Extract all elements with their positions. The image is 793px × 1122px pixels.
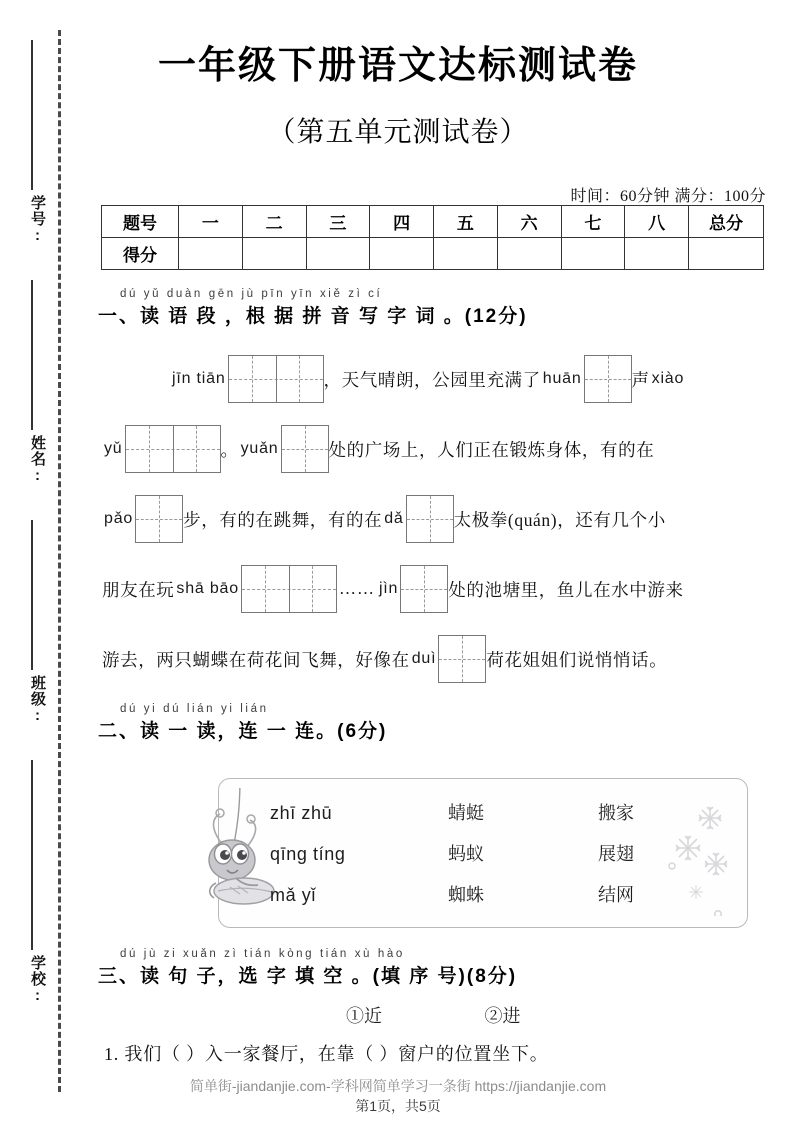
col-header-2: 二 bbox=[242, 206, 306, 238]
col-header-8: 八 bbox=[625, 206, 689, 238]
writing-grid-box[interactable] bbox=[135, 495, 183, 543]
match-action-2[interactable]: 展翅 bbox=[598, 844, 634, 864]
section-1-pinyin: dú yǔ duàn gēn jù pīn yīn xiě zì cí bbox=[120, 288, 383, 300]
footer-page-number: 第1页，共5页 bbox=[355, 1098, 441, 1114]
table-row-scores bbox=[102, 238, 764, 270]
section-2-pinyin: dú yi dú lián yi lián bbox=[120, 703, 269, 715]
exam-sheet bbox=[78, 0, 793, 1122]
passage-text-1a: ，天气晴朗，公园里充满了 bbox=[323, 369, 541, 390]
margin-label-school: 学校: bbox=[29, 955, 46, 1005]
score-cell-5[interactable] bbox=[434, 238, 498, 270]
section-header-3 bbox=[98, 948, 517, 988]
col-header-6: 六 bbox=[497, 206, 561, 238]
margin-label-student-id: 学号: bbox=[29, 195, 46, 245]
exam-meta-info: 时间：60分钟 满分：100分 bbox=[570, 188, 766, 205]
writing-grid-box[interactable] bbox=[438, 635, 486, 683]
pinyin-yu: yǔ bbox=[104, 440, 123, 457]
col-header-4: 四 bbox=[370, 206, 434, 238]
passage-line-3 bbox=[102, 490, 666, 548]
section-3-title: 三、读 句 子，选 字 填 空 。(填 序 号)(8分) bbox=[98, 966, 518, 987]
writing-grid-box[interactable] bbox=[584, 355, 632, 403]
section-1-title: 一、读 语 段 ，根 据 拼 音 写 字 词 。(12分) bbox=[98, 306, 528, 327]
passage-text-5a: 游去，两只蝴蝶在荷花间飞舞，好像在 bbox=[102, 649, 410, 670]
passage-line-4 bbox=[102, 560, 684, 618]
passage-text-2b: 处的广场上，人们正在锻炼身体，有的在 bbox=[328, 439, 655, 460]
left-margin-seal-area bbox=[0, 0, 78, 1122]
pinyin-pao: pǎo bbox=[104, 510, 134, 527]
match-action-3[interactable]: 结网 bbox=[598, 885, 634, 905]
margin-rule-3 bbox=[31, 520, 33, 670]
pinyin-dui: duì bbox=[411, 650, 437, 667]
passage-line-1 bbox=[102, 350, 686, 408]
passage-text-4a: 朋友在玩 bbox=[102, 579, 175, 600]
score-cell-6[interactable] bbox=[497, 238, 561, 270]
passage-text-4b: 处的池塘里，鱼儿在水中游来 bbox=[448, 579, 684, 600]
score-cell-total[interactable] bbox=[689, 238, 764, 270]
passage-line-2 bbox=[102, 420, 654, 478]
match-pinyin-3[interactable]: mǎ yǐ bbox=[270, 885, 317, 905]
pinyin-xiao: xiào bbox=[651, 370, 685, 387]
margin-label-name: 姓名: bbox=[29, 435, 46, 485]
match-word-2[interactable]: 蚂蚁 bbox=[448, 844, 484, 864]
page-title: 一年级下册语文达标测试卷 bbox=[157, 45, 638, 87]
score-table bbox=[101, 205, 764, 270]
writing-grid-box[interactable] bbox=[406, 495, 454, 543]
writing-grid-box[interactable] bbox=[241, 565, 337, 613]
option-2[interactable]: ②进 bbox=[484, 1006, 521, 1026]
pinyin-jin-tian: jīn tiān bbox=[172, 370, 226, 387]
match-pinyin-1[interactable]: zhī zhū bbox=[270, 803, 333, 823]
matching-exercise bbox=[218, 778, 748, 928]
match-word-1[interactable]: 蜻蜓 bbox=[448, 803, 484, 823]
margin-rule-4 bbox=[31, 760, 33, 950]
score-cell-1[interactable] bbox=[179, 238, 243, 270]
passage-line-5 bbox=[102, 630, 667, 688]
score-cell-7[interactable] bbox=[561, 238, 625, 270]
margin-label-class: 班级: bbox=[29, 675, 46, 725]
row-label-question-number: 题号 bbox=[102, 206, 179, 238]
col-header-total: 总分 bbox=[689, 206, 764, 238]
col-header-7: 七 bbox=[561, 206, 625, 238]
match-pinyin-2[interactable]: qīng tíng bbox=[270, 844, 346, 864]
section-2-title: 二、读 一 读，连 一 连。(6分) bbox=[98, 721, 388, 742]
matching-columns bbox=[218, 800, 748, 908]
footer-watermark: 简单街-jiandanjie.com-学科网简单学习一条街 https://jiandanjie.com bbox=[189, 1078, 607, 1094]
col-header-5: 五 bbox=[434, 206, 498, 238]
section-header-1 bbox=[98, 288, 528, 328]
row-label-score: 得分 bbox=[102, 238, 179, 270]
passage-text-3a: 步，有的在跳舞，有的在 bbox=[183, 509, 383, 530]
pinyin-da: dǎ bbox=[384, 510, 404, 527]
fill-blank-options bbox=[346, 1002, 619, 1028]
writing-grid-box[interactable] bbox=[281, 425, 329, 473]
score-cell-2[interactable] bbox=[242, 238, 306, 270]
score-cell-4[interactable] bbox=[370, 238, 434, 270]
col-header-1: 一 bbox=[179, 206, 243, 238]
option-1[interactable]: ①近 bbox=[346, 1006, 382, 1026]
margin-rule-1 bbox=[31, 40, 33, 190]
match-word-3[interactable]: 蜘蛛 bbox=[448, 885, 484, 905]
writing-grid-box[interactable] bbox=[228, 355, 324, 403]
passage-text-2a: 。 bbox=[220, 439, 239, 460]
table-row-question-numbers bbox=[102, 206, 764, 238]
score-cell-8[interactable] bbox=[625, 238, 689, 270]
writing-grid-box[interactable] bbox=[400, 565, 448, 613]
writing-grid-box[interactable] bbox=[125, 425, 221, 473]
page-subtitle: （第五单元测试卷） bbox=[267, 116, 529, 147]
section-header-2 bbox=[98, 703, 387, 743]
passage-text-3b: 太极拳(quán)，还有几个小 bbox=[453, 509, 666, 530]
passage-text-1b: 声 bbox=[631, 369, 650, 390]
score-cell-3[interactable] bbox=[306, 238, 370, 270]
col-header-3: 三 bbox=[306, 206, 370, 238]
pinyin-jin: jìn bbox=[378, 580, 399, 597]
match-action-1[interactable]: 搬家 bbox=[598, 803, 634, 823]
pinyin-sha-bao: shā bāo bbox=[176, 580, 239, 597]
passage-text-5b: 荷花姐姐们说悄悄话。 bbox=[486, 649, 668, 670]
passage-ellipsis: …… bbox=[338, 579, 375, 598]
pinyin-yuan: yuǎn bbox=[240, 440, 279, 457]
section-3-pinyin: dú jù zi xuǎn zì tián kòng tián xù hào bbox=[120, 948, 405, 960]
pinyin-huan: huān bbox=[542, 370, 582, 387]
seal-dashed-line bbox=[58, 30, 61, 1092]
margin-rule-2 bbox=[31, 280, 33, 430]
fill-blank-question-1[interactable]: 1. 我们（ ）入一家餐厅，在靠（ ）窗户的位置坐下。 bbox=[104, 1044, 549, 1064]
